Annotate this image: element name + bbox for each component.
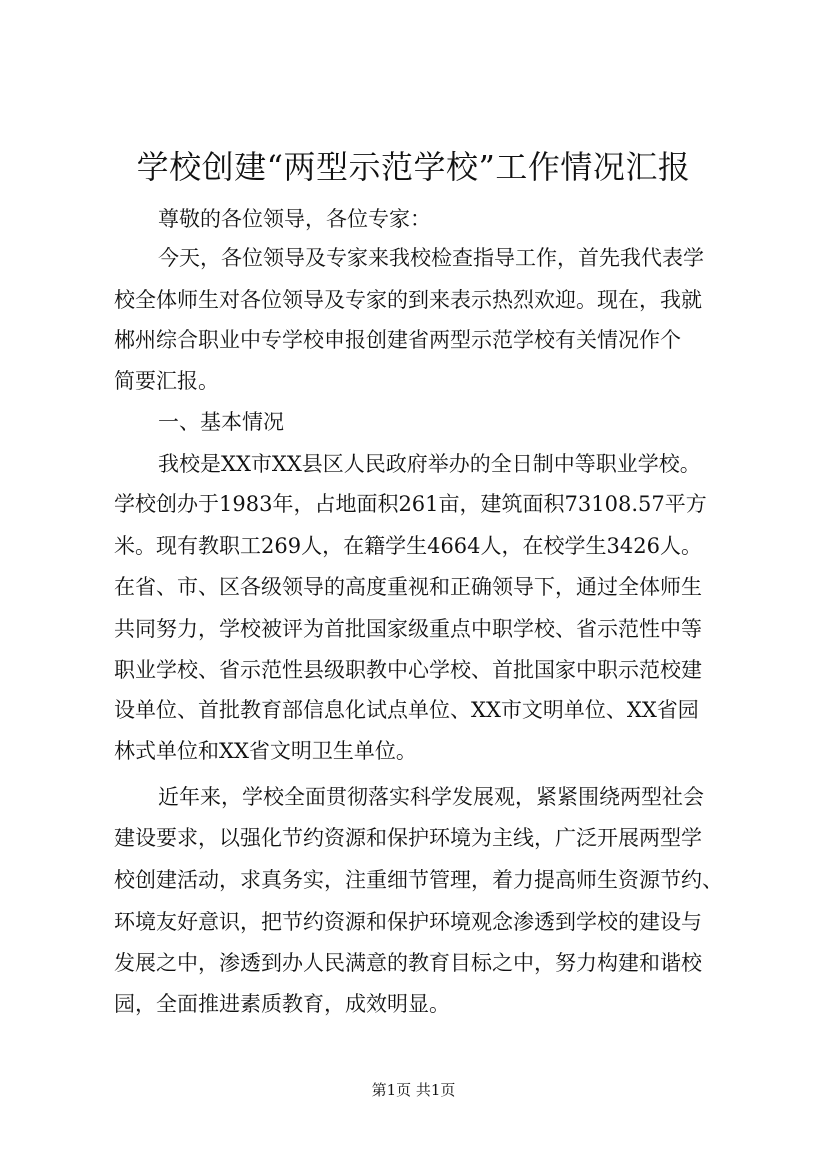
- paragraph-line: 职业学校、省示范性县级职教中心学校、首批国家中职示范校建: [114, 658, 702, 682]
- section-heading: 一、基本情况: [158, 410, 284, 434]
- paragraph-line: 校全体师生对各位领导及专家的到来表示热烈欢迎。现在，我就: [114, 288, 702, 312]
- paragraph-line: 简要汇报。: [114, 369, 219, 393]
- paragraph-line: 校创建活动，求真务实，注重细节管理，着力提高师生资源节约、: [114, 868, 723, 892]
- paragraph-line: 今天，各位领导及专家来我校检查指导工作，首先我代表学: [158, 246, 704, 270]
- paragraph-line: 环境友好意识，把节约资源和保护环境观念渗透到学校的建设与: [114, 910, 702, 934]
- paragraph-line: 建设要求，以强化节约资源和保护环境为主线，广泛开展两型学: [114, 826, 702, 850]
- page-footer: 第1页 共1页: [371, 1081, 456, 1099]
- paragraph-line: 设单位、首批教育部信息化试点单位、XX市文明单位、XX省园: [114, 698, 699, 722]
- paragraph-line: 学校创办于1983年，占地面积261亩，建筑面积73108.57平方: [114, 492, 707, 516]
- salutation-line: 尊敬的各位领导，各位专家：: [158, 207, 431, 231]
- paragraph-line: 发展之中，渗透到办人民满意的教育目标之中，努力构建和谐校: [114, 951, 702, 975]
- paragraph-line: 在省、市、区各级领导的高度重视和正确领导下，通过全体师生: [114, 575, 702, 599]
- paragraph-line: 近年来，学校全面贯彻落实科学发展观，紧紧围绕两型社会: [158, 785, 704, 809]
- paragraph-line: 园，全面推进素质教育，成效明显。: [114, 992, 450, 1016]
- document-title: 学校创建“两型示范学校”工作情况汇报: [136, 148, 691, 186]
- paragraph-line: 共同努力，学校被评为首批国家级重点中职学校、省示范性中等: [114, 617, 702, 641]
- paragraph-line: 郴州综合职业中专学校申报创建省两型示范学校有关情况作个: [114, 328, 681, 352]
- paragraph-line: 米。现有教职工269人，在籍学生4664人，在校学生3426人。: [114, 534, 702, 558]
- paragraph-line: 我校是XX市XX县区人民政府举办的全日制中等职业学校。: [158, 452, 701, 476]
- paragraph-line: 林式单位和XX省文明卫生单位。: [114, 739, 417, 763]
